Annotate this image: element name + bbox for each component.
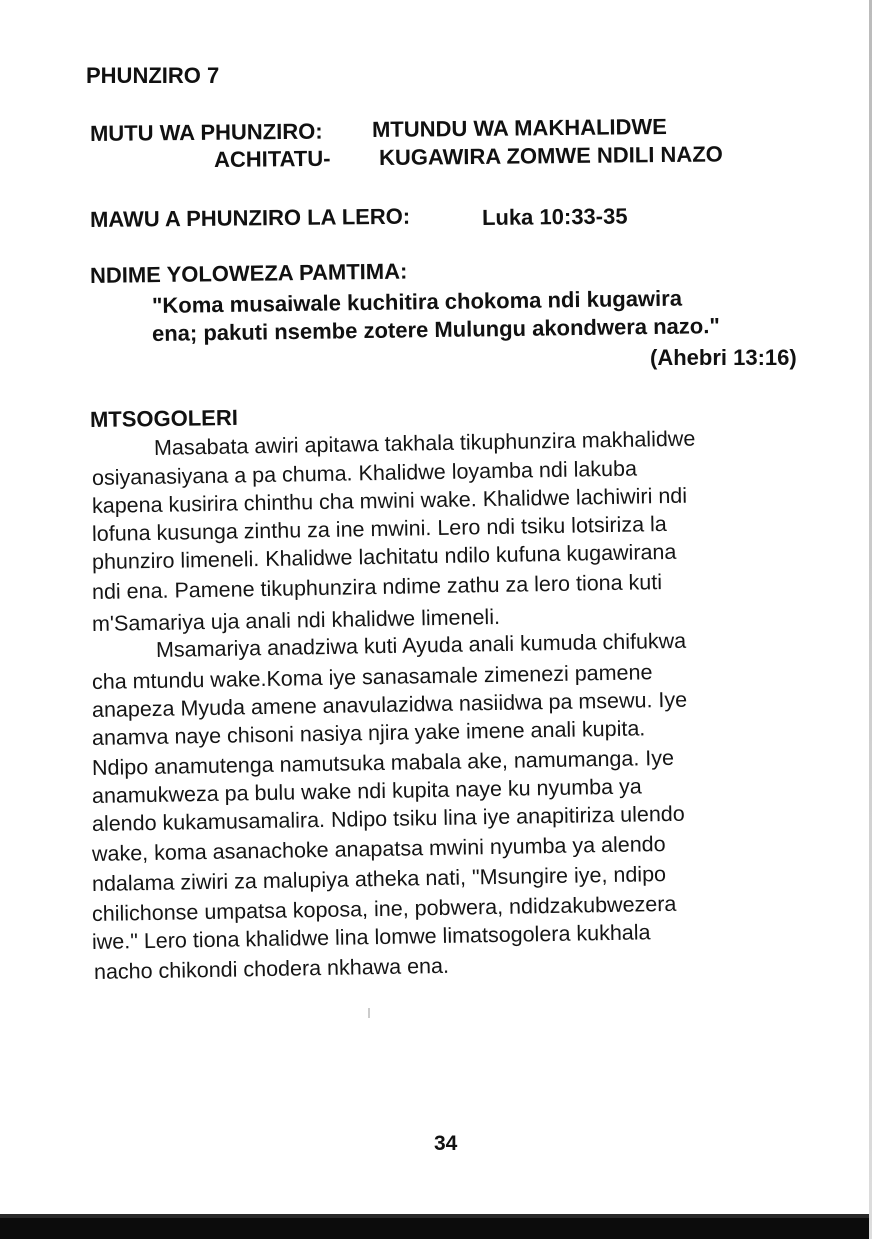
body-line: Ndipo anamutenga namutsuka mabala ake, namumanga. Iye — [91, 745, 675, 780]
body-line: m'Samariya uja anali ndi khalidwe limeneli. — [91, 604, 501, 636]
scan-artifact — [368, 1008, 370, 1018]
body-line: Masabata awiri apitawa takhala tikuphunzira makhalidwe — [153, 426, 696, 460]
body-line: iwe." Lero tiona khalidwe lina lomwe limatsogolera kukhala — [91, 920, 651, 954]
topic-subtitle-label: ACHITATU- — [213, 145, 331, 172]
body-line: nacho chikondi chodera nkhawa ena. — [93, 953, 450, 984]
reading-reference: Luka 10:33-35 — [481, 203, 628, 230]
scan-bottom-border — [0, 1218, 872, 1239]
body-line: ndi ena. Pamene tikuphunzira ndime zathu za lero tiona kuti — [91, 570, 663, 604]
body-line: anamukweza pa bulu wake ndi kupita naye ku nyumba ya — [91, 774, 642, 808]
lesson-number: PHUNZIRO 7 — [86, 63, 220, 88]
memory-verse-line: ena; pakuti nsembe zotere Mulungu akondwera nazo." — [151, 313, 720, 346]
reading-label: MAWU A PHUNZIRO LA LERO: — [89, 203, 411, 232]
page-number: 34 — [434, 1132, 458, 1155]
body-line: wake, koma asanachoke anapatsa mwini nyumba ya alendo — [91, 831, 666, 866]
body-line: phunziro limeneli. Khalidwe lachitatu ndilo kufuna kugawirana — [91, 539, 677, 574]
body-line: chilichonse umpatsa koposa, ine, pobwera, ndidzakubwezera — [91, 891, 677, 926]
topic-label: MUTU WA PHUNZIRO: — [89, 118, 323, 146]
body-line: anapeza Myuda amene anavulazidwa nasiidwa pa msewu. Iye — [91, 687, 688, 722]
leader-section-label: MTSOGOLERI — [89, 404, 239, 432]
memory-verse-label: NDIME YOLOWEZA PAMTIMA: — [89, 258, 408, 288]
memory-verse-reference: (Ahebri 13:16) — [650, 345, 797, 370]
body-line: lofuna kusunga zinthu za ine mwini. Lero ndi tsiku lotsiriza la — [91, 511, 667, 546]
memory-verse-line: "Koma musaiwale kuchitira chokoma ndi kugawira — [151, 285, 683, 318]
body-line: kapena kusirira chinthu cha mwini wake. Khalidwe lachiwiri ndi — [91, 483, 688, 518]
topic-title-line-2: KUGAWIRA ZOMWE NDILI NAZO — [378, 141, 723, 170]
body-line: Msamariya anadziwa kuti Ayuda anali kumuda chifukwa — [155, 628, 687, 662]
topic-title-line-1: MTUNDU WA MAKHALIDWE — [371, 113, 668, 142]
body-line: cha mtundu wake.Koma iye sanasamale zimenezi pamene — [91, 660, 653, 694]
body-line: ndalama ziwiri za malupiya atheka nati, "Msungire iye, ndipo — [91, 861, 667, 896]
body-line: anamva naye chisoni nasiya njira yake imene anali kupita. — [91, 716, 646, 750]
body-line: alendo kukamusamalira. Ndipo tsiku lina iye anapitiriza ulendo — [91, 801, 685, 836]
body-line: osiyanasiyana a pa chuma. Khalidwe loyamba ndi lakuba — [91, 456, 638, 490]
